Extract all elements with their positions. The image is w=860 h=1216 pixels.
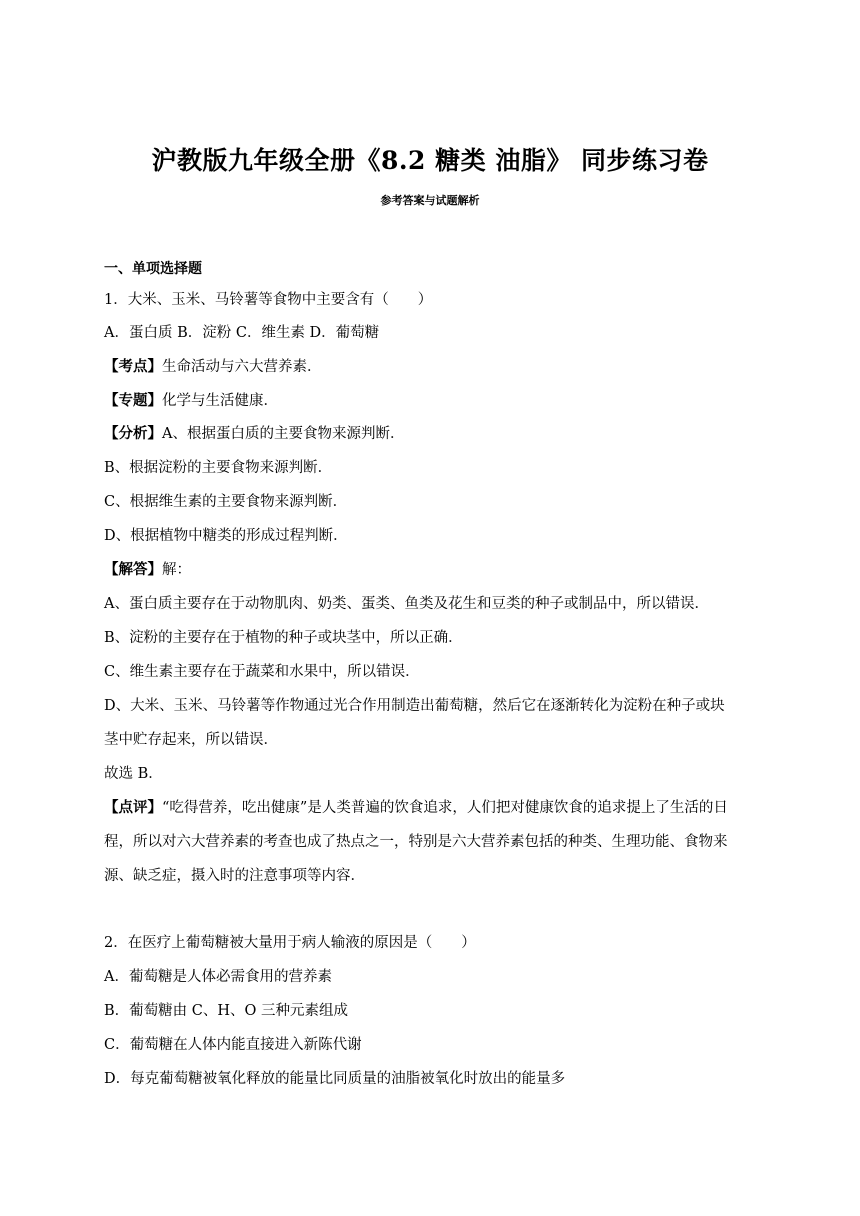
dianping-tag: 【点评】 (104, 799, 162, 816)
jieda-text: 解： (162, 562, 191, 578)
dianping-line-3: 源、缺乏症，摄入时的注意事项等内容． (104, 868, 365, 884)
jieda-line (104, 560, 764, 580)
jieda-d-1: D、大米、玉米、马铃薯等作物通过光合作用制造出葡萄糖，然后它在逐渐转化为淀粉在种子或块 (104, 698, 725, 714)
jieda-a: A、蛋白质主要存在于动物肌肉、奶类、蛋类、鱼类及花生和豆类的种子或制品中，所以错误． (104, 596, 709, 612)
question-2-option-c: C．葡萄糖在人体内能直接进入新陈代谢 (104, 1037, 362, 1053)
question-1: 1．大米、玉米、马铃薯等食物中主要含有（ ） (104, 292, 433, 308)
question-2-option-b: B．葡萄糖由 C、H、O 三种元素组成 (104, 1003, 348, 1019)
section-heading: 一、单项选择题 (104, 261, 202, 277)
question-2-option-a: A．葡萄糖是人体必需食用的营养素 (104, 969, 332, 985)
zhuanti-line (104, 391, 764, 411)
jieda-d-2: 茎中贮存起来，所以错误． (104, 732, 278, 748)
dianping-line-1 (104, 798, 764, 818)
kaodian-text: 生命活动与六大营养素． (162, 359, 322, 375)
question-2-option-d: D．每克葡萄糖被氧化释放的能量比同质量的油脂被氧化时放出的能量多 (104, 1071, 566, 1087)
dianping-text-1: “吃得营养，吃出健康”是人类普遍的饮食追求，人们把对健康饮食的追求提上了生活的日 (162, 800, 728, 816)
fenxi-line (104, 424, 764, 444)
jieda-c: C、维生素主要存在于蔬菜和水果中，所以错误． (104, 664, 420, 680)
page-subtitle: 参考答案与试题解析 (380, 194, 480, 207)
fenxi-text: A、根据蛋白质的主要食物来源判断． (162, 426, 405, 442)
jieda-b: B、淀粉的主要存在于植物的种子或块茎中，所以正确． (104, 630, 463, 646)
answer-line: 故选 B． (104, 766, 163, 782)
jieda-tag: 【解答】 (104, 561, 162, 578)
fenxi-c: C、根据维生素的主要食物来源判断． (104, 494, 348, 510)
fenxi-tag: 【分析】 (104, 425, 162, 442)
kaodian-tag: 【考点】 (104, 358, 162, 375)
zhuanti-tag: 【专题】 (104, 392, 162, 409)
fenxi-b: B、根据淀粉的主要食物来源判断． (104, 460, 333, 476)
fenxi-d: D、根据植物中糖类的形成过程判断． (104, 528, 348, 544)
question-2: 2．在医疗上葡萄糖被大量用于病人输液的原因是（ ） (104, 935, 476, 951)
dianping-line-2: 程，所以对六大营养素的考查也成了热点之一，特别是六大营养素包括的种类、生理功能、食物来 (104, 834, 728, 850)
kaodian-line (104, 357, 764, 377)
page-title: 沪教版九年级全册《8.2 糖类 油脂》 同步练习卷 (151, 146, 709, 175)
zhuanti-text: 化学与生活健康． (162, 393, 278, 409)
question-1-options: A．蛋白质 B．淀粉 C．维生素 D．葡萄糖 (104, 325, 380, 341)
